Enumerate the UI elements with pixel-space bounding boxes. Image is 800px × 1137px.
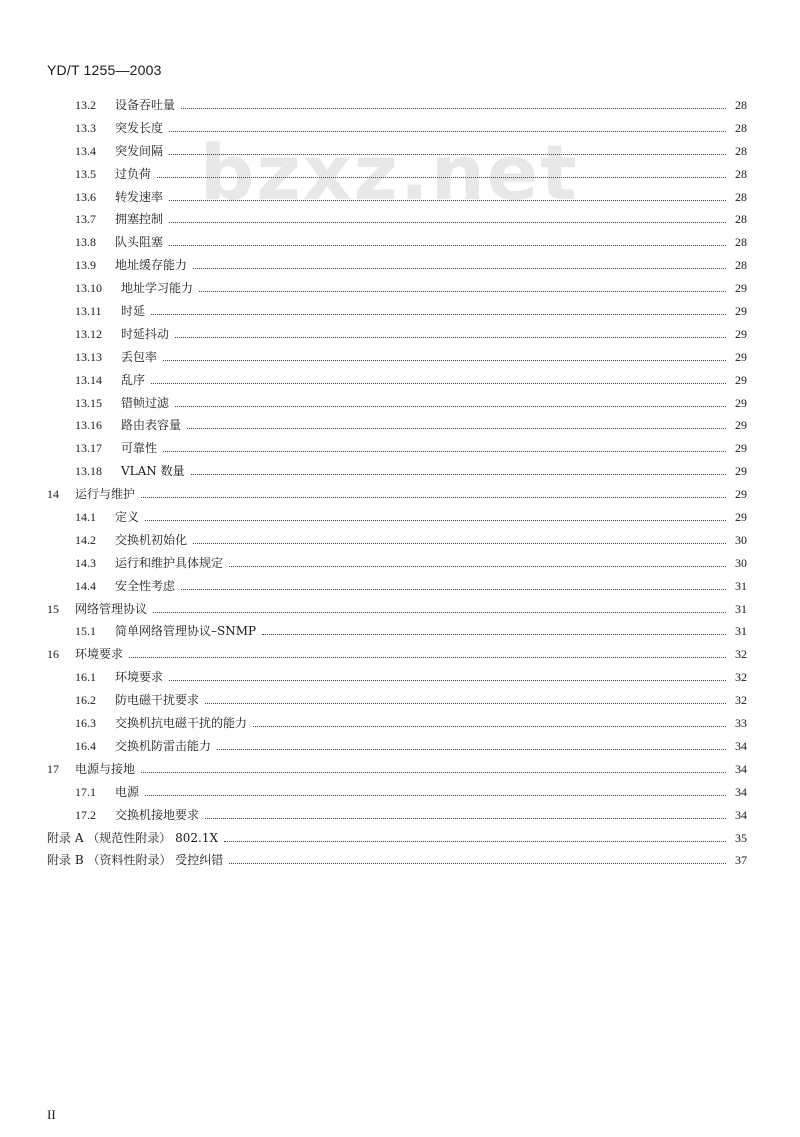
toc-entry-page: 28 (735, 98, 747, 112)
toc-entry-page: 29 (735, 441, 747, 456)
toc-entry-title: 环境要求 (115, 670, 164, 685)
toc-entry-title: 简单网络管理协议–SNMP (115, 624, 257, 639)
toc-entry-title: 转发速率 (115, 189, 164, 204)
toc-entry-page: 30 (735, 532, 747, 547)
dot-leader (224, 840, 726, 842)
toc-entry-page: 32 (735, 670, 747, 685)
toc-entry-page: 34 (735, 784, 747, 799)
toc-entry-page: 28 (735, 189, 747, 204)
toc-entry[interactable] (0, 666, 800, 689)
toc-entry[interactable] (0, 392, 800, 415)
toc-entry-page: 29 (735, 418, 747, 433)
toc-entry-title: 突发间隔 (115, 143, 164, 158)
dot-leader (193, 267, 726, 269)
toc-entry-title: 定义 (115, 510, 140, 525)
toc-entry-number: 13.11 (75, 304, 102, 319)
toc-entry-title: 交换机抗电磁干扰的能力 (115, 716, 248, 731)
toc-entry-page: 29 (735, 372, 747, 387)
toc-entry-page: 29 (735, 349, 747, 364)
dot-leader (262, 633, 726, 635)
toc-entry[interactable] (0, 827, 800, 850)
toc-entry-number: 13.4 (75, 143, 96, 158)
toc-entry-title: 附录 B （资料性附录） 受控纠错 (47, 853, 224, 868)
toc-entry-page: 34 (735, 761, 747, 776)
toc-entry-number: 13.6 (75, 189, 96, 204)
toc-entry-title: 乱序 (121, 372, 146, 387)
toc-entry-page: 37 (735, 853, 747, 868)
toc-entry[interactable] (0, 231, 800, 254)
dot-leader (157, 176, 726, 178)
toc-entry-title: 网络管理协议 (75, 601, 148, 616)
dot-leader (217, 748, 726, 750)
toc-entry-number: 14.1 (75, 510, 96, 525)
dot-leader (141, 496, 726, 498)
toc-entry[interactable] (0, 254, 800, 277)
toc-entry[interactable] (0, 483, 800, 506)
toc-entry-page: 32 (735, 693, 747, 708)
toc-entry[interactable] (0, 575, 800, 598)
toc-entry[interactable] (0, 506, 800, 529)
dot-leader (229, 565, 726, 567)
dot-leader (145, 519, 726, 521)
toc-entry[interactable] (0, 758, 800, 781)
toc-entry-page: 29 (735, 395, 747, 410)
toc-entry-number: 13.13 (75, 349, 102, 364)
toc-entry-page: 28 (735, 212, 747, 227)
toc-entry-number: 17 (47, 761, 59, 776)
toc-entry[interactable] (0, 460, 800, 483)
toc-entry[interactable] (0, 712, 800, 735)
toc-entry[interactable] (0, 689, 800, 712)
toc-entry-number: 14.4 (75, 578, 96, 593)
dot-leader (199, 290, 726, 292)
toc-entry-number: 13.9 (75, 258, 96, 273)
toc-entry[interactable] (0, 414, 800, 437)
toc-entry-page: 31 (735, 578, 747, 593)
dot-leader (169, 199, 726, 201)
toc-entry-number: 13.7 (75, 212, 96, 227)
dot-leader (153, 611, 726, 613)
toc-entry-page: 29 (735, 281, 747, 296)
dot-leader (187, 427, 726, 429)
toc-entry-page: 34 (735, 807, 747, 822)
toc-entry[interactable] (0, 163, 800, 186)
toc-entry[interactable] (0, 94, 800, 117)
toc-entry-number: 13.17 (75, 441, 102, 456)
toc-entry-page: 33 (735, 716, 747, 731)
toc-entry[interactable] (0, 140, 800, 163)
toc-entry-page: 29 (735, 464, 747, 479)
toc-entry[interactable] (0, 208, 800, 231)
toc-entry[interactable] (0, 117, 800, 140)
toc-entry[interactable] (0, 735, 800, 758)
toc-entry-number: 16.1 (75, 670, 96, 685)
dot-leader (169, 130, 726, 132)
toc-entry-title: 安全性考虑 (115, 578, 176, 593)
dot-leader (141, 771, 726, 773)
toc-entry-page: 31 (735, 601, 747, 616)
document-code: YD/T 1255—2003 (47, 62, 162, 78)
toc-entry-number: 13.14 (75, 372, 102, 387)
dot-leader (253, 725, 726, 727)
toc-entry-title: 时延抖动 (121, 326, 170, 341)
toc-entry[interactable] (0, 781, 800, 804)
toc-entry[interactable] (0, 529, 800, 552)
dot-leader (163, 359, 726, 361)
toc-entry-number: 17.1 (75, 784, 96, 799)
toc-entry-title: 地址学习能力 (121, 281, 194, 296)
toc-entry-title: 可靠性 (121, 441, 158, 456)
toc-entry-number: 13.2 (75, 98, 96, 112)
toc-entry-title: 交换机防雷击能力 (115, 738, 212, 753)
toc-entry[interactable] (0, 300, 800, 323)
toc-entry[interactable] (0, 346, 800, 369)
toc-entry-number: 16 (47, 647, 59, 662)
toc-entry-number: 13.16 (75, 418, 102, 433)
page-number: II (47, 1107, 56, 1122)
dot-leader (175, 405, 726, 407)
toc-entry-page: 29 (735, 510, 747, 525)
toc-entry-title: 队头阻塞 (115, 235, 164, 250)
toc-entry-page: 29 (735, 326, 747, 341)
toc-entry-page: 31 (735, 624, 747, 639)
table-of-contents (0, 94, 800, 872)
toc-entry-title: 运行与维护 (75, 487, 136, 502)
toc-entry-title: VLAN 数量 (121, 464, 185, 479)
dot-leader (175, 336, 726, 338)
toc-entry-page: 29 (735, 304, 747, 319)
toc-entry[interactable] (0, 804, 800, 827)
dot-leader (169, 221, 726, 223)
toc-entry-title: 防电磁干扰要求 (115, 693, 200, 708)
toc-entry-number: 17.2 (75, 807, 96, 822)
toc-entry-title: 电源与接地 (75, 761, 136, 776)
toc-entry-number: 13.10 (75, 281, 102, 296)
toc-entry-page: 32 (735, 647, 747, 662)
toc-entry-title: 过负荷 (115, 166, 152, 181)
toc-entry-number: 16.2 (75, 693, 96, 708)
toc-entry-page: 28 (735, 166, 747, 181)
toc-entry-title: 突发长度 (115, 120, 164, 135)
toc-entry[interactable] (0, 323, 800, 346)
toc-entry-number: 15 (47, 601, 59, 616)
dot-leader (229, 862, 726, 864)
toc-entry[interactable] (0, 598, 800, 621)
toc-entry[interactable] (0, 849, 800, 872)
toc-entry-number: 13.3 (75, 120, 96, 135)
toc-entry[interactable] (0, 437, 800, 460)
toc-entry-title: 拥塞控制 (115, 212, 164, 227)
dot-leader (205, 702, 726, 704)
toc-entry-title: 设备吞吐量 (115, 98, 176, 112)
toc-entry-page: 34 (735, 738, 747, 753)
toc-entry[interactable] (0, 277, 800, 300)
dot-leader (181, 107, 726, 109)
dot-leader (205, 817, 726, 819)
toc-entry[interactable] (0, 186, 800, 209)
toc-entry-page: 28 (735, 120, 747, 135)
dot-leader (181, 588, 726, 590)
toc-entry-title: 运行和维护具体规定 (115, 555, 224, 570)
dot-leader (169, 679, 726, 681)
toc-entry-number: 13.15 (75, 395, 102, 410)
toc-entry-number: 13.18 (75, 464, 102, 479)
dot-leader (169, 153, 726, 155)
dot-leader (145, 794, 726, 796)
toc-entry-number: 14 (47, 487, 59, 502)
toc-entry-title: 交换机初始化 (115, 532, 188, 547)
toc-entry-page: 28 (735, 143, 747, 158)
toc-entry-title: 路由表容量 (121, 418, 182, 433)
toc-entry[interactable] (0, 620, 800, 643)
toc-entry-page: 29 (735, 487, 747, 502)
watermark: bzxz.net (200, 128, 579, 217)
toc-entry[interactable] (0, 369, 800, 392)
toc-entry-number: 13.8 (75, 235, 96, 250)
toc-entry-title: 电源 (115, 784, 140, 799)
toc-entry-number: 16.4 (75, 738, 96, 753)
dot-leader (191, 473, 726, 475)
toc-entry-title: 交换机接地要求 (115, 807, 200, 822)
toc-entry-page: 35 (735, 830, 747, 845)
dot-leader (169, 244, 726, 246)
dot-leader (151, 313, 726, 315)
toc-entry-page: 30 (735, 555, 747, 570)
toc-entry-title: 丢包率 (121, 349, 158, 364)
toc-entry-title: 错帧过滤 (121, 395, 170, 410)
toc-entry-page: 28 (735, 258, 747, 273)
toc-entry-page: 28 (735, 235, 747, 250)
toc-entry-title: 附录 A （规范性附录） 802.1X (47, 830, 219, 845)
toc-entry-number: 16.3 (75, 716, 96, 731)
toc-entry-number: 13.5 (75, 166, 96, 181)
toc-entry-title: 时延 (121, 304, 146, 319)
dot-leader (129, 656, 726, 658)
toc-entry-number: 15.1 (75, 624, 96, 639)
toc-entry-title: 地址缓存能力 (115, 258, 188, 273)
toc-entry[interactable] (0, 643, 800, 666)
dot-leader (193, 542, 726, 544)
dot-leader (151, 382, 726, 384)
toc-entry-number: 13.12 (75, 326, 102, 341)
toc-entry-number: 14.2 (75, 532, 96, 547)
toc-entry-number: 14.3 (75, 555, 96, 570)
toc-entry[interactable] (0, 552, 800, 575)
dot-leader (163, 450, 726, 452)
toc-entry-title: 环境要求 (75, 647, 124, 662)
